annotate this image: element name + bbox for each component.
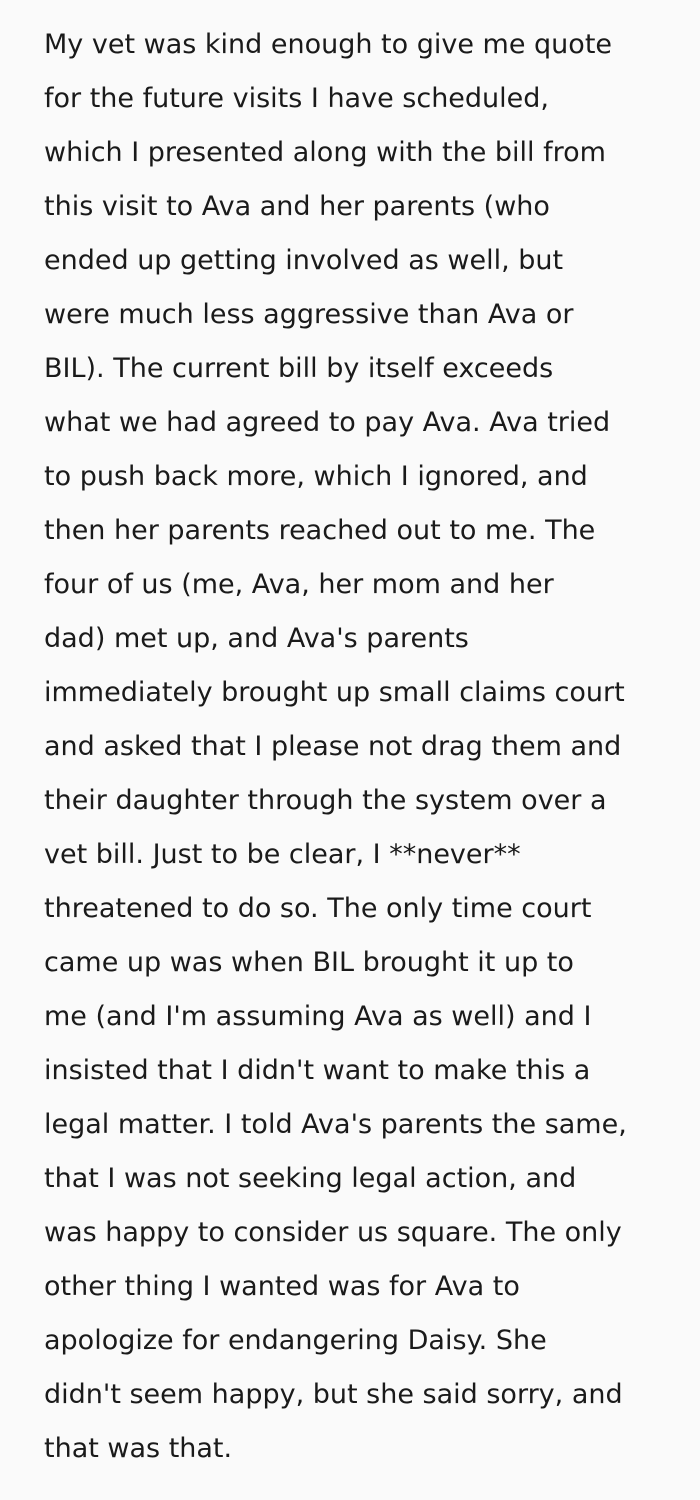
- text-line: which I presented along with the bill from: [44, 137, 606, 168]
- text-line: threatened to do so. The only time court: [44, 893, 592, 924]
- text-line: apologize for endangering Daisy. She: [44, 1325, 547, 1356]
- text-line: that was that.: [44, 1433, 233, 1464]
- text-line: BIL). The current bill by itself exceeds: [44, 353, 554, 384]
- text-line: vet bill. Just to be clear, I **never**: [44, 839, 521, 870]
- text-line: and asked that I please not drag them and: [44, 731, 622, 762]
- text-line: four of us (me, Ava, her mom and her: [44, 569, 554, 600]
- text-line: dad) met up, and Ava's parents: [44, 623, 469, 654]
- text-line: their daughter through the system over a: [44, 785, 607, 816]
- text-line: what we had agreed to pay Ava. Ava tried: [44, 407, 611, 438]
- text-line: me (and I'm assuming Ava as well) and I: [44, 1001, 592, 1032]
- text-line: other thing I wanted was for Ava to: [44, 1271, 520, 1302]
- text-line: that I was not seeking legal action, and: [44, 1163, 577, 1194]
- text-line: immediately brought up small claims court: [44, 677, 625, 708]
- text-line: to push back more, which I ignored, and: [44, 461, 588, 492]
- text-line: My vet was kind enough to give me quote: [44, 29, 613, 60]
- text-line: for the future visits I have scheduled,: [44, 83, 549, 114]
- text-line: insisted that I didn't want to make this a: [44, 1055, 591, 1086]
- text-line: were much less aggressive than Ava or: [44, 299, 574, 330]
- text-line: was happy to consider us square. The only: [44, 1217, 622, 1248]
- text-line: came up was when BIL brought it up to: [44, 947, 574, 978]
- text-line: legal matter. I told Ava's parents the same,: [44, 1109, 627, 1140]
- text-line: didn't seem happy, but she said sorry, and: [44, 1379, 623, 1410]
- text-line: this visit to Ava and her parents (who: [44, 191, 550, 222]
- text-line: then her parents reached out to me. The: [44, 515, 596, 546]
- text-line: ended up getting involved as well, but: [44, 245, 564, 276]
